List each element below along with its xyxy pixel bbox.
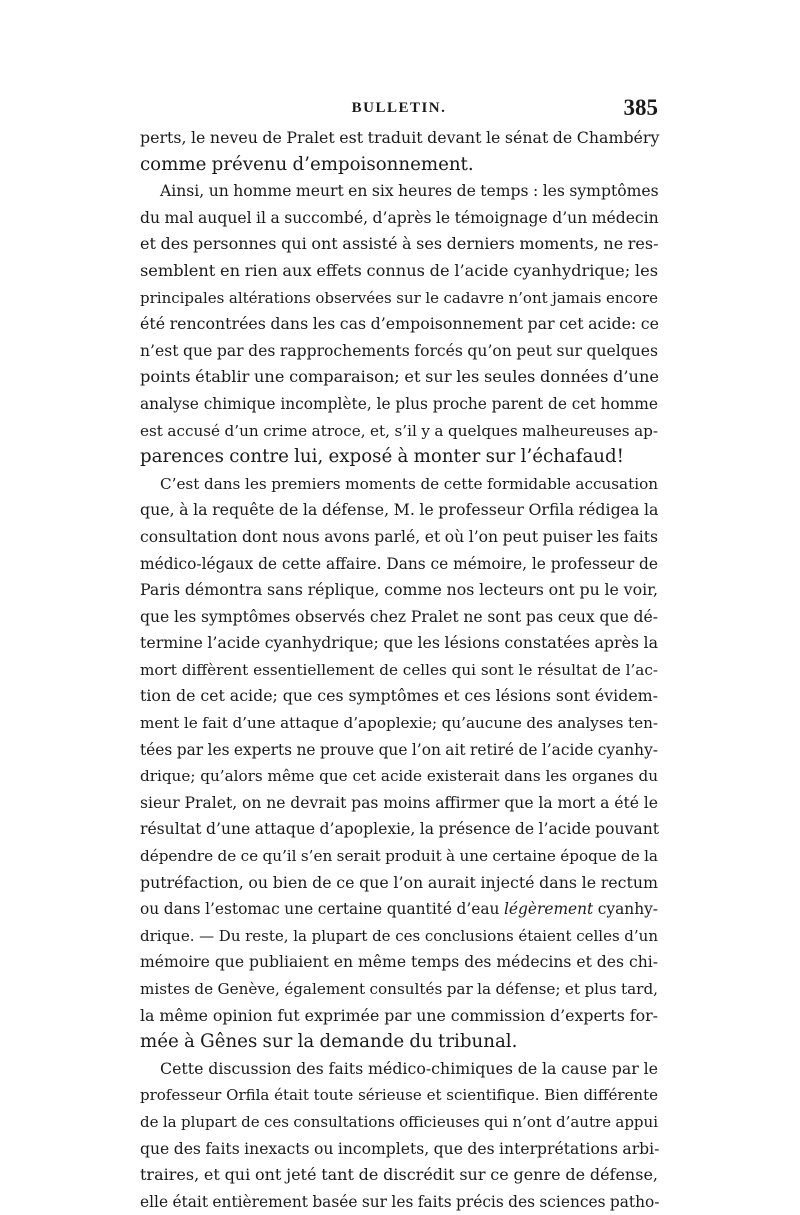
- text-line: C’est dans les premiers moments de cette formidable accusation: [160, 474, 658, 493]
- text-line: et des personnes qui ont assisté à ses derniers moments, ne res-: [140, 234, 659, 254]
- text-line: que des faits inexacts ou incomplets, que des interprétations arbi-: [140, 1139, 660, 1158]
- text-line: que, à la requête de la défense, M. le professeur Orfila rédigea la: [140, 500, 659, 520]
- text-line: est accusé d’un crime atroce, et, s’il y a quelques malheureuses ap-: [140, 421, 658, 440]
- text-line: elle était entièrement basée sur les faits précis des sciences patho-: [140, 1192, 660, 1211]
- text-line: comme prévenu d’empoisonnement.: [140, 153, 474, 175]
- text-line: résultat d’une attaque d’apoplexie, la présence de l’acide pouvant: [140, 820, 659, 839]
- text-line: du mal auquel il a succombé, d’après le témoignage d’un médecin: [140, 208, 659, 227]
- text-line: consultation dont nous avons parlé, et où l’on peut puiser les faits: [140, 527, 658, 546]
- text-line: la même opinion fut exprimée par une commission d’experts for-: [140, 1005, 658, 1025]
- page-number: 385: [623, 95, 658, 120]
- text-line: drique. — Du reste, la plupart de ces conclusions étaient celles d’un: [140, 926, 658, 945]
- text-line: professeur Orfila était toute sérieuse et scientifique. Bien différente: [140, 1086, 658, 1105]
- text-line: parences contre lui, exposé à monter sur l’échafaud!: [140, 446, 624, 468]
- text-line: mort diffèrent essentiellement de celles qui sont le résultat de l’ac-: [140, 660, 658, 679]
- text-line: mémoire que publiaient en même temps des médecins et des chi-: [140, 953, 658, 972]
- text-line: termine l’acide cyanhydrique; que les lésions constatées après la: [140, 633, 659, 653]
- running-head: [140, 95, 658, 122]
- text-line: de la plupart de ces consultations officieuses qui n’ont d’autre appui: [140, 1112, 658, 1131]
- text-line: sieur Pralet, on ne devrait pas moins affirmer que la mort a été le: [140, 793, 658, 812]
- running-title: BULLETIN.: [351, 100, 447, 116]
- text-line: n’est que par des rapprochements forcés qu’on peut sur quelques: [140, 341, 658, 360]
- text-line: médico-légaux de cette affaire. Dans ce mémoire, le professeur de: [140, 554, 658, 573]
- text-line: drique; qu’alors même que cet acide existerait dans les organes du: [140, 767, 658, 786]
- text-line: Cette discussion des faits médico-chimiques de la cause par le: [160, 1058, 658, 1078]
- text-line: tées par les experts ne prouve que l’on ait retiré de l’acide cyanhy-: [140, 740, 658, 759]
- text-line: principales altérations observées sur le cadavre n’ont jamais encore: [140, 288, 658, 307]
- text-line: été rencontrées dans les cas d’empoisonnement par cet acide: ce: [140, 314, 659, 334]
- text-line: mistes de Genève, également consultés par la défense; et plus tard,: [140, 980, 658, 998]
- text-line: traires, et qui ont jeté tant de discrédit sur ce genre de défense,: [140, 1165, 658, 1185]
- text-line: putréfaction, ou bien de ce que l’on aurait injecté dans le rectum: [140, 872, 658, 892]
- text-line: ment le fait d’une attaque d’apoplexie; qu’aucune des analyses ten-: [140, 714, 658, 733]
- text-line: ou dans l’estomac une certaine quantité d’eau légèrement cyanhy-: [140, 900, 659, 919]
- text-line: perts, le neveu de Pralet est traduit devant le sénat de Chambéry: [140, 128, 660, 147]
- italic-word: légèrement: [503, 900, 594, 919]
- text-line: Paris démontra sans réplique, comme nos lecteurs ont pu le voir,: [140, 580, 658, 600]
- text-line: semblent en rien aux effets connus de l’acide cyanhydrique; les: [140, 260, 658, 280]
- text-line: tion de cet acide; que ces symptômes et ces lésions sont évidem-: [140, 686, 658, 706]
- text-line: Ainsi, un homme meurt en six heures de temps : les symptômes: [160, 182, 659, 201]
- text-line: que les symptômes observés chez Pralet ne sont pas ceux que dé-: [140, 607, 658, 626]
- text-line: points établir une comparaison; et sur les seules données d’une: [140, 367, 659, 387]
- text-line: dépendre de ce qu’il s’en serait produit à une certaine époque de la: [140, 847, 658, 866]
- text-line: mée à Gênes sur la demande du tribunal.: [140, 1031, 518, 1053]
- body-text: [140, 125, 658, 1215]
- text-line: analyse chimique incomplète, le plus proche parent de cet homme: [140, 394, 658, 413]
